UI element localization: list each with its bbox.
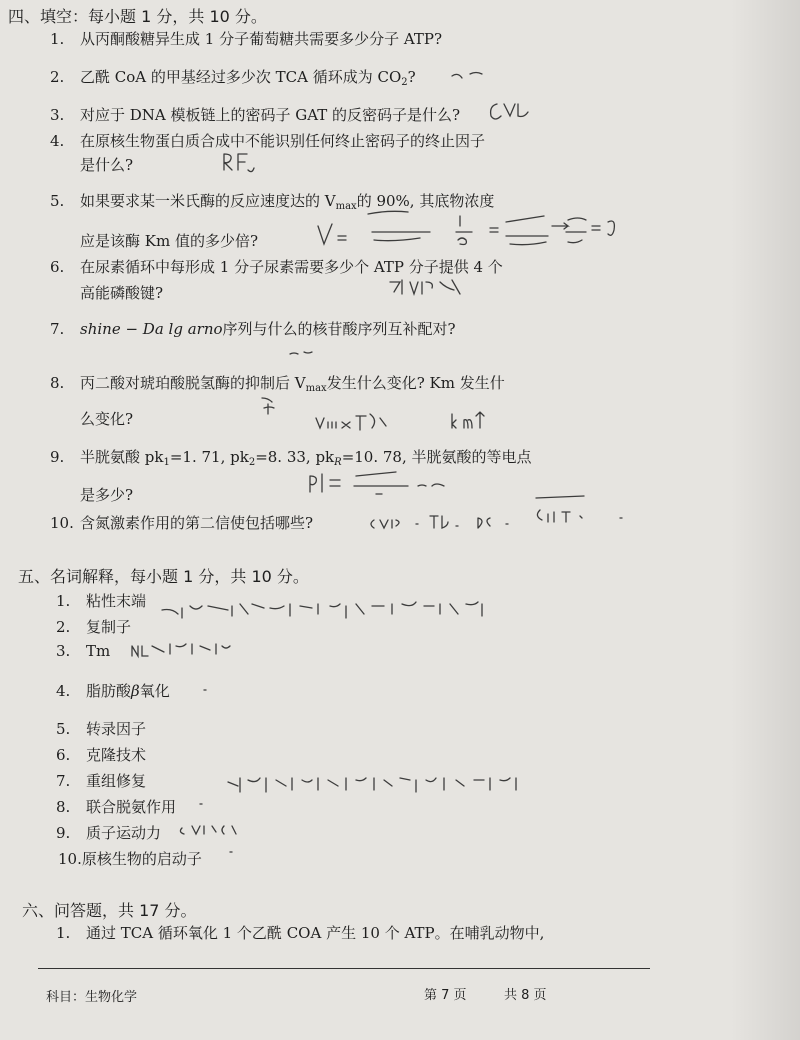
question-4-7: 7. shine − Da lg arno序列与什么的核苷酸序列互补配对? — [50, 320, 456, 338]
page-edge-shadow — [730, 0, 800, 1040]
question-4-8-cont: 么变化? — [80, 410, 134, 428]
question-4-6: 6. 在尿素循环中每形成 1 分子尿素需要多少个 ATP 分子提供 4 个 — [50, 258, 503, 276]
question-6-1: 1. 通过 TCA 循环氧化 1 个乙酰 COA 产生 10 个 ATP。在哺乳动物中, — [56, 924, 545, 942]
question-4-2: 2. 乙酰 CoA 的甲基经过多少次 TCA 循环成为 $CO_2$? — [50, 68, 416, 88]
question-4-9: 9. 半胱氨酸 $pk_1=1$. 71, $pk_2=8$. 33, $pk_R=10$. 78, 半胱氨酸的等电点 — [50, 448, 532, 468]
footer-subject: 科目：生物化学 — [46, 990, 138, 1005]
footer-total: 共 8 页 — [504, 988, 547, 1003]
question-4-1: 1. 从丙酮酸糖异生成 1 分子葡萄糖共需要多少分子 ATP? — [50, 30, 443, 48]
question-4-4: 4. 在原核生物蛋白质合成中不能识别任何终止密码子的终止因子 — [50, 132, 486, 150]
term-5-2: 2. 复制子 — [56, 618, 132, 636]
footer-rule — [38, 968, 650, 969]
question-4-8: 8. 丙二酸对琥珀酸脱氢酶的抑制后 $V_{max}$发生什么变化? Km 发生什 — [50, 374, 505, 394]
term-5-1: 1. 粘性末端 — [56, 592, 147, 610]
term-5-7: 7. 重组修复 — [56, 772, 147, 790]
term-5-5: 5. 转录因子 — [56, 720, 147, 738]
section-6-title: 六、问答题，共 17 分。 — [22, 901, 197, 920]
question-4-4-cont: 是什么? — [80, 156, 134, 174]
term-5-4: 4. 脂肪酸β氧化 — [56, 682, 170, 700]
question-4-3: 3. 对应于 DNA 模板链上的密码子 GAT 的反密码子是什么? — [50, 106, 461, 124]
question-4-9-cont: 是多少? — [80, 486, 134, 504]
section-4-title: 四、填空：每小题 1 分，共 10 分。 — [8, 7, 267, 26]
question-4-5: 5. 如果要求某一米氏酶的反应速度达的 $V_{max}$的 90%, 其底物浓度 — [50, 192, 495, 212]
term-5-3: 3. Tm — [56, 642, 111, 660]
term-5-10: 10.原核生物的启动子 — [58, 850, 202, 868]
question-4-5-cont: 应是该酶 Km 值的多少倍? — [80, 232, 259, 250]
term-5-8: 8. 联合脱氨作用 — [56, 798, 177, 816]
term-5-9: 9. 质子运动力 — [56, 824, 162, 842]
term-5-6: 6. 克隆技术 — [56, 746, 147, 764]
question-4-10: 10. 含氮激素作用的第二信使包括哪些? — [50, 514, 314, 532]
footer-page: 第 7 页 — [424, 988, 467, 1003]
question-4-6-cont: 高能磷酸键? — [80, 284, 164, 302]
section-5-title: 五、名词解释，每小题 1 分，共 10 分。 — [18, 567, 309, 586]
